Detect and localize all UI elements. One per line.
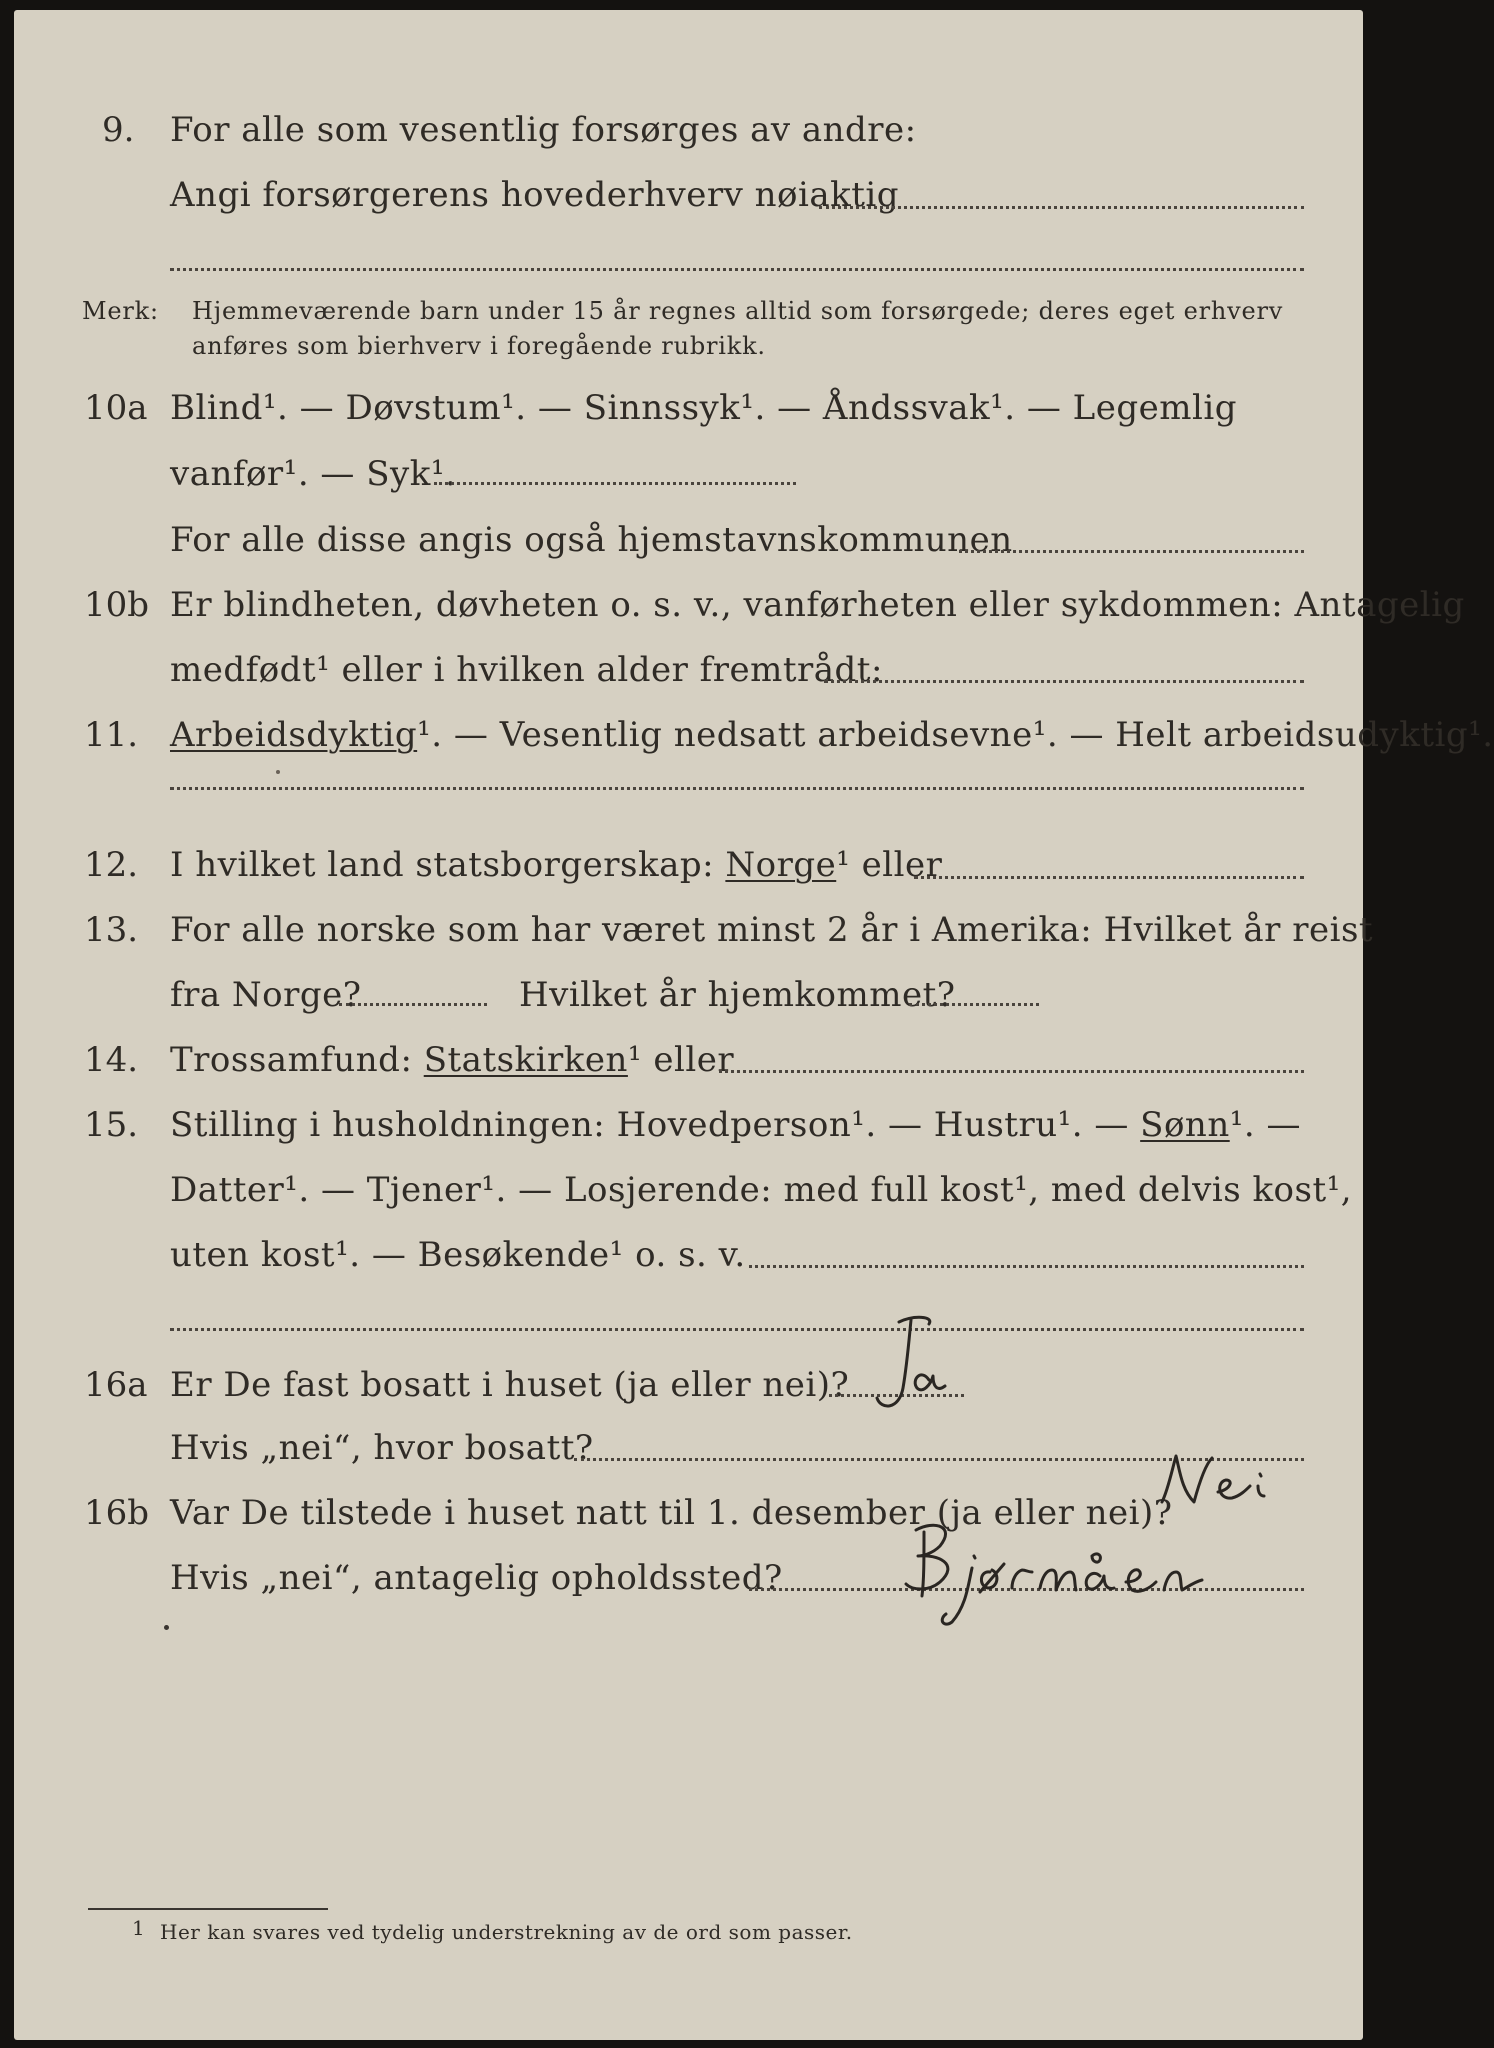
q13-line2a: fra Norge? [170,975,362,1015]
q15-line3: uten kost¹. — Besøkende¹ o. s. v. [170,1235,746,1275]
merk-line1: Hjemmeværende barn under 15 år regnes alltid som forsørgede; deres eget erhverv [192,297,1284,325]
q16a-number: 16a [84,1365,148,1405]
footnote-mark: 1 [132,1916,146,1940]
ink-speck-2 [276,770,280,774]
q14-answer-line [719,1070,1304,1073]
q9-line1: For alle som vesentlig forsørges av andre: [170,110,917,150]
q13-hjemkommet-line [909,1003,1039,1006]
q11-number: 11. [84,715,139,755]
q16a-handwritten-answer [859,1310,969,1420]
q10a-line2: vanfør¹. — Syk¹. [170,454,457,494]
q16b-handwritten-answer-2 [894,1510,1234,1630]
ink-speck [164,1625,169,1630]
q15-underlined-answer: Sønn [1140,1105,1230,1145]
q14-prefix: Trossamfund: [170,1040,413,1080]
q15-line2: Datter¹. — Tjener¹. — Losjerende: med full kost¹, med delvis kost¹, [170,1170,1353,1210]
q12-number: 12. [84,845,139,885]
q14-suffix: ¹ eller [627,1040,735,1080]
q10b-line2: medfødt¹ eller i hvilken alder fremtrådt: [170,650,883,690]
q16a-line1: Er De fast bosatt i huset (ja eller nei)? [170,1365,850,1405]
q16a-line2: Hvis „nei“, hvor bosatt? [170,1428,594,1468]
q10b-line1: Er blindheten, døvheten o. s. v., vanførheten eller sykdommen: Antagelig [170,585,1465,625]
merk-line2: anføres som bierhverv i foregående rubrikk. [192,332,766,360]
q10a-line3: For alle disse angis også hjemstavnskommunen [170,520,1013,560]
q9-answer-line [819,206,1304,209]
q10b-answer-line [824,680,1304,683]
q11-rest: ¹. — Vesentlig nedsatt arbeidsevne¹. — Helt arbeidsudyktig¹. [417,715,1494,755]
merk-label: Merk: [82,297,159,325]
q12-prefix: I hvilket land statsborgerskap: [170,845,715,885]
census-form-page [14,10,1494,2040]
q9-answer-line-2 [170,268,1304,271]
q15-number: 15. [84,1105,139,1145]
q13-line2b: Hvilket år hjemkommet? [519,975,956,1015]
footnote-text: Her kan svares ved tydelig understrekning av de ord som passer. [160,1920,853,1944]
q16b-line2: Hvis „nei“, antagelig opholdssted? [170,1558,783,1598]
q10b-number: 10b [84,585,150,625]
q12-suffix: ¹ eller [836,845,943,885]
q9-number: 9. [102,110,135,150]
q10a-hjemstavn-line [959,550,1304,553]
q13-number: 13. [84,910,139,950]
q15-answer-line-2 [170,1328,1304,1331]
q10a-answer-line [434,482,796,485]
q14-line [170,1040,734,1080]
q15-answer-line [749,1265,1304,1268]
q12-line [170,845,942,885]
footnote-rule [88,1908,328,1910]
q12-underlined-answer: Norge [725,845,837,885]
q9-line2: Angi forsørgerens hovederhverv nøiaktig [170,175,900,215]
q13-reist-line [339,1003,487,1006]
q10a-line1: Blind¹. — Døvstum¹. — Sinnssyk¹. — Åndssvak¹. — Legemlig [170,388,1237,428]
q15-line1a: Stilling i husholdningen: Hovedperson¹. — Hustru¹. — [170,1105,1129,1145]
q15-line1 [170,1105,1301,1145]
q11-answer-line [170,787,1304,790]
q11-underlined-answer: Arbeidsdyktig [170,715,418,755]
q14-number: 14. [84,1040,139,1080]
q12-answer-line [914,876,1304,879]
q14-underlined-answer: Statskirken [423,1040,628,1080]
q16b-number: 16b [84,1493,150,1533]
q15-line1b: ¹. — [1229,1105,1301,1145]
q11-line [170,715,1494,755]
q10a-number: 10a [84,388,148,428]
q16b-line1: Var De tilstede i huset natt til 1. desember (ja eller nei)? [170,1493,1173,1533]
q13-line1: For alle norske som har været minst 2 år i Amerika: Hvilket år reist [170,910,1374,950]
